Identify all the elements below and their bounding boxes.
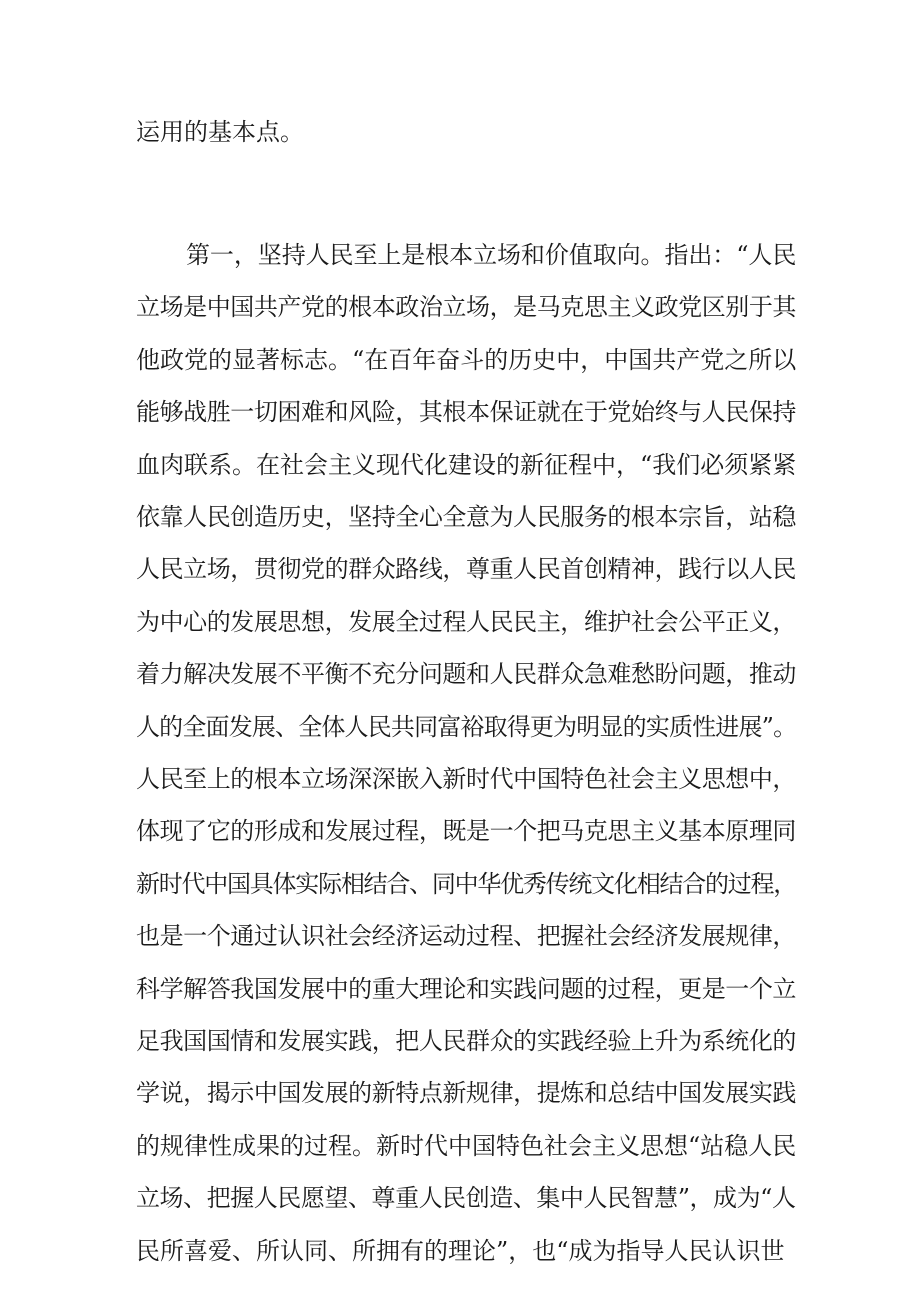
paragraph-line: 新时代中国具体实际相结合、同中华优秀传统文化相结合的过程， (136, 869, 796, 898)
paragraph-line: 学说，揭示中国发展的新特点新规律，提炼和总结中国发展实践 (136, 1079, 796, 1108)
paragraph-line: 依靠人民创造历史，坚持全心全意为人民服务的根本宗旨，站稳 (136, 503, 796, 531)
paragraph-line: 体现了它的形成和发展过程，既是一个把马克思主义基本原理同 (136, 817, 796, 846)
paragraph-line: 的规律性成果的过程。新时代中国特色社会主义思想“站稳人民 (136, 1131, 797, 1160)
paragraph-line: 人的全面发展、全体人民共同富裕取得更为明显的实质性进展”。 (136, 712, 797, 741)
paragraph-line: 第一，坚持人民至上是根本立场和价值取向。指出：“人民 (186, 241, 797, 269)
paragraph-line: 足我国国情和发展实践，把人民群众的实践经验上升为系统化的 (136, 1027, 796, 1055)
paragraph-line: 血肉联系。在社会主义现代化建设的新征程中，“我们必须紧紧 (136, 450, 797, 479)
paragraph-line: 着力解决发展不平衡不充分问题和人民群众急难愁盼问题，推动 (136, 660, 796, 689)
paragraph-line: 人民立场，贯彻党的群众路线，尊重人民首创精神，践行以人民 (136, 555, 796, 584)
paragraph-line: 立场、把握人民愿望、尊重人民创造、集中人民智慧”，成为“人 (136, 1184, 796, 1213)
paragraph-line: 立场是中国共产党的根本政治立场，是马克思主义政党区别于其 (136, 293, 796, 322)
paragraph-line: 也是一个通过认识社会经济运动过程、把握社会经济发展规律， (136, 922, 796, 951)
carry-over-line: 运用的基本点。 (136, 118, 304, 146)
paragraph-line: 科学解答我国发展中的重大理论和实践问题的过程，更是一个立 (136, 974, 796, 1003)
paragraph-line: 民所喜爱、所认同、所拥有的理论”，也“成为指导人民认识世 (136, 1236, 785, 1265)
paragraph-line: 能够战胜一切困难和风险，其根本保证就在于党始终与人民保持 (136, 398, 796, 427)
paragraph-line: 为中心的发展思想，发展全过程人民民主，维护社会公平正义， (136, 607, 796, 636)
paragraph-line: 他政党的显著标志。“在百年奋斗的历史中，中国共产党之所以 (136, 345, 797, 374)
paragraph-line: 人民至上的根本立场深深嵌入新时代中国特色社会主义思想中， (136, 765, 796, 793)
